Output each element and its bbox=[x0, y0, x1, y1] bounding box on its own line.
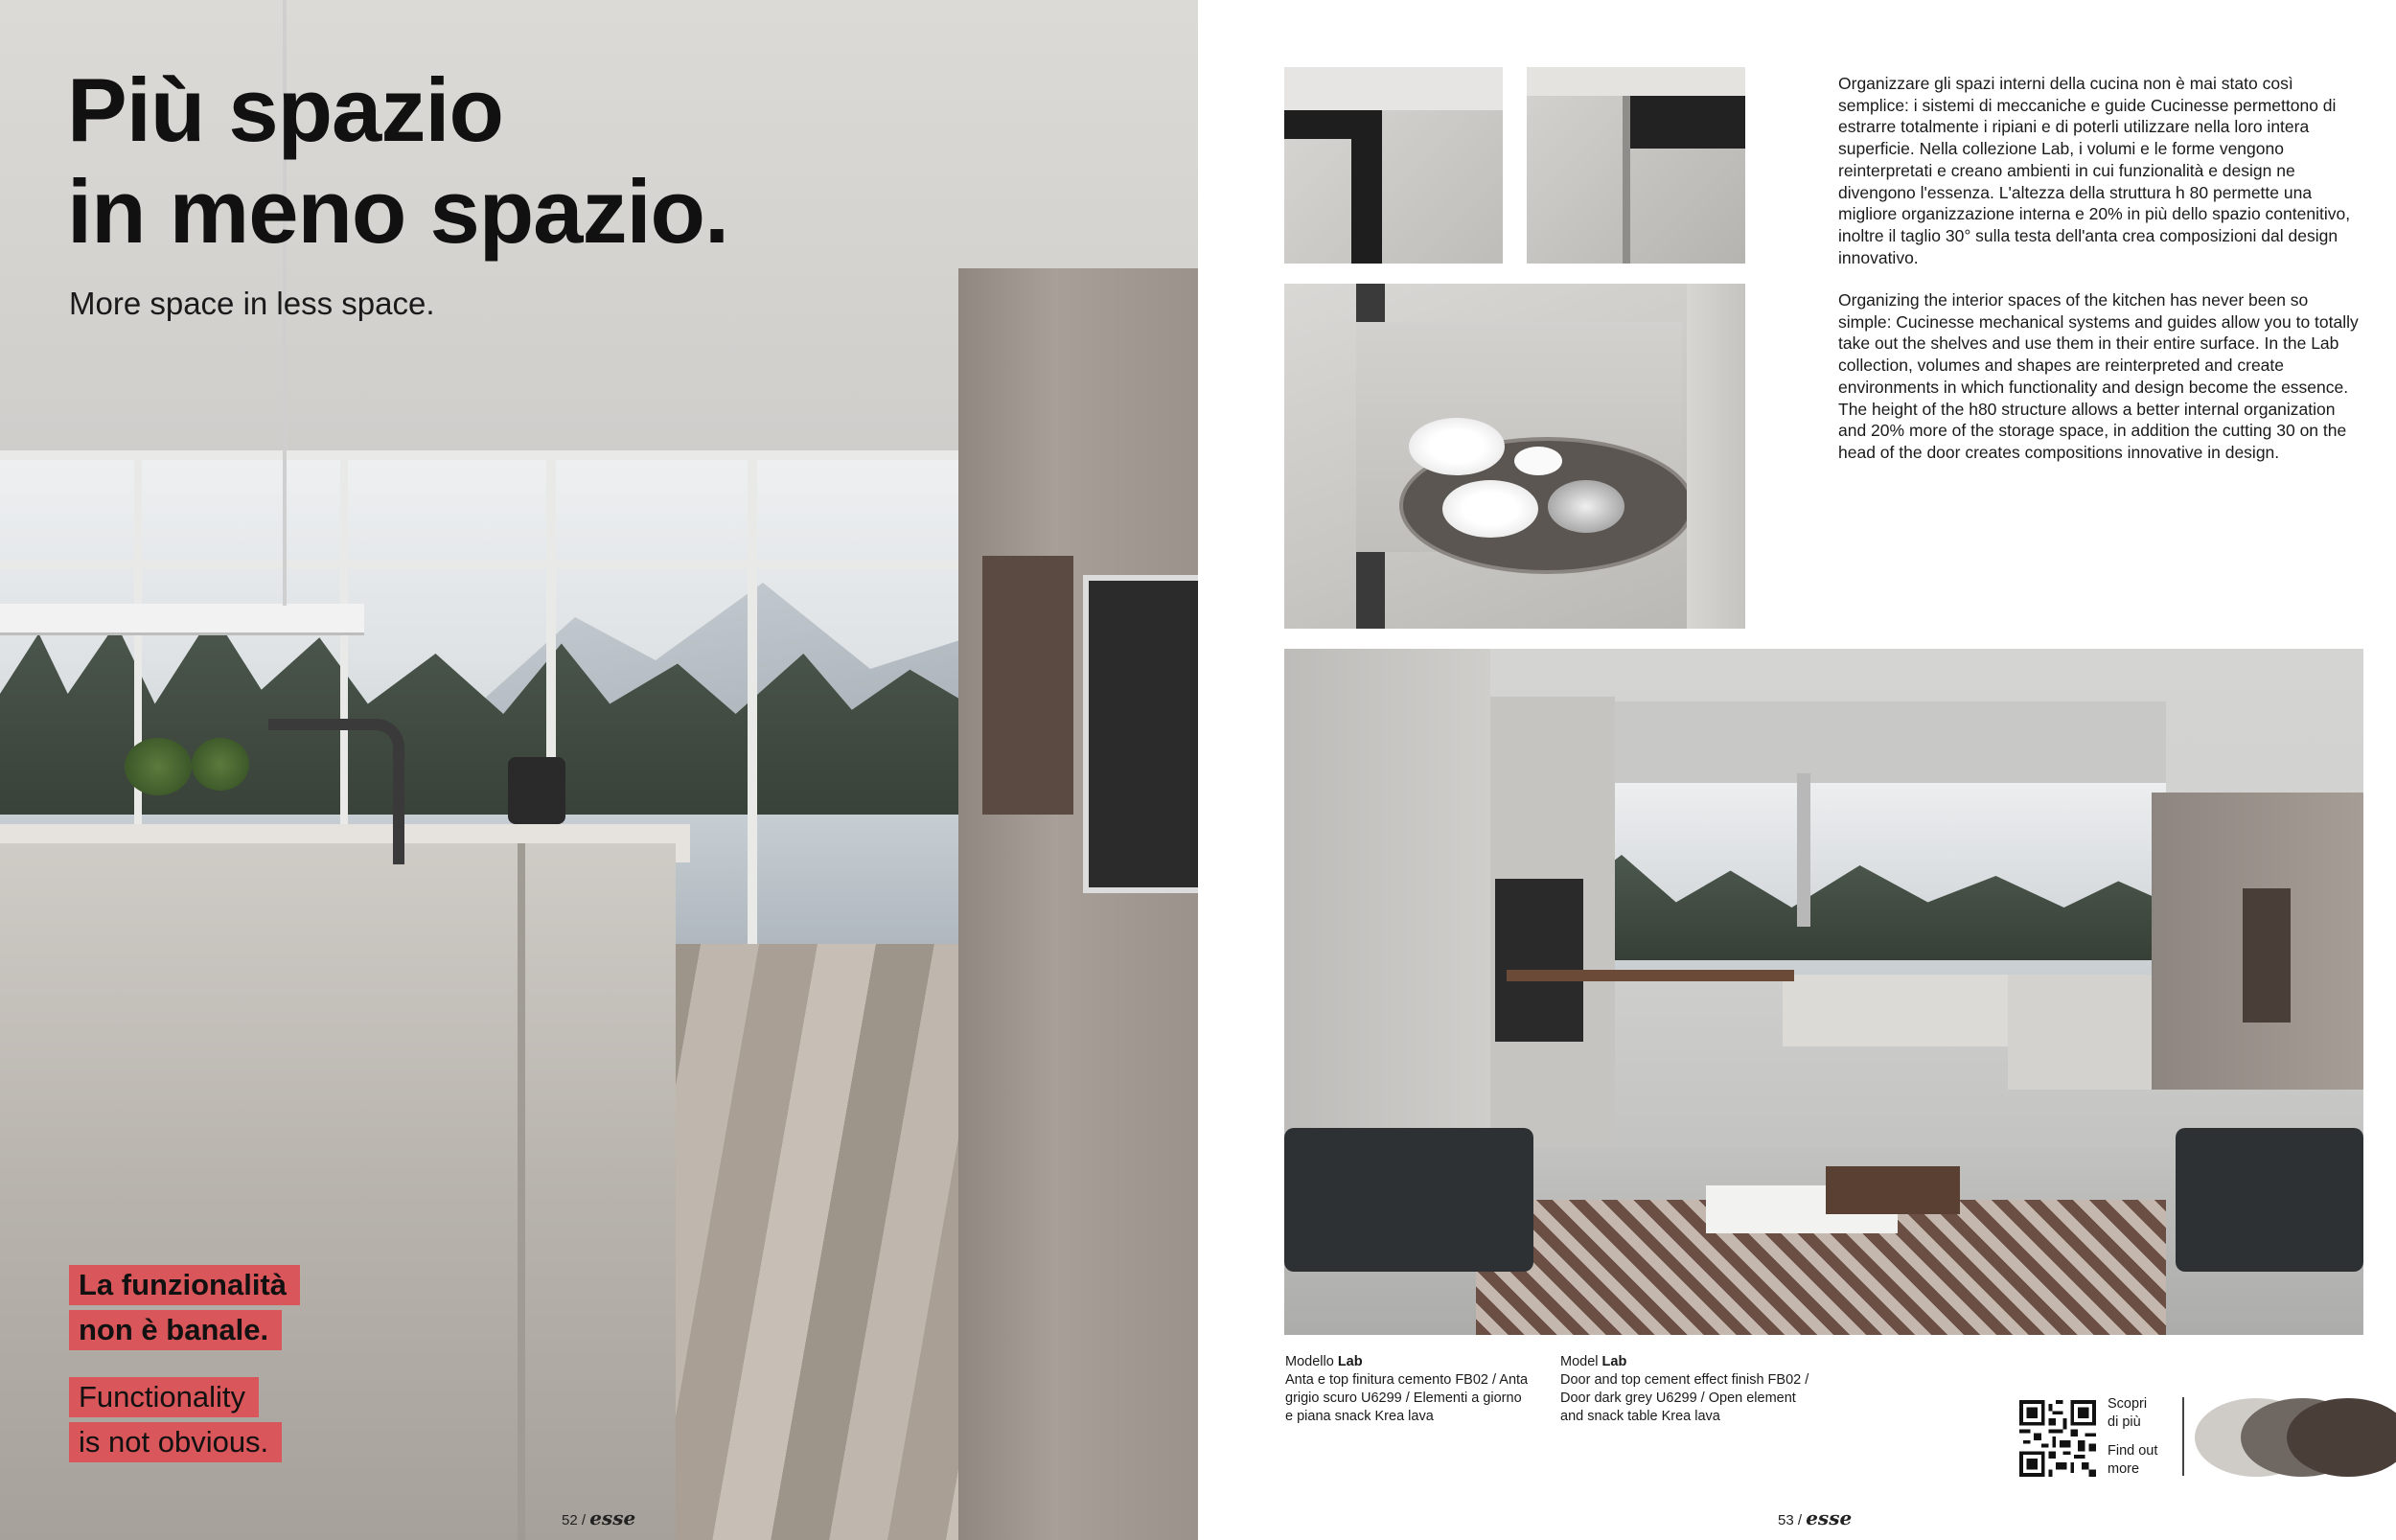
island-joint bbox=[518, 843, 525, 1540]
tag-it-line-1: La funzionalità bbox=[69, 1265, 300, 1305]
cooker-hood bbox=[1797, 773, 1810, 927]
detail-photo-corner bbox=[1527, 67, 1745, 264]
qr-code-graphic bbox=[2019, 1400, 2096, 1477]
headline-line-2: in meno spazio. bbox=[67, 161, 729, 262]
bowl bbox=[1514, 447, 1562, 475]
sofa bbox=[1284, 1128, 1533, 1272]
kitchen-peninsula bbox=[2008, 975, 2152, 1090]
qr-label-it-1: Scopri bbox=[2108, 1396, 2148, 1412]
caption-label: Modello bbox=[1285, 1354, 1338, 1369]
qr-label-it-2: di più bbox=[2108, 1414, 2141, 1430]
headline-line-1: Più spazio bbox=[67, 59, 503, 160]
open-niche bbox=[982, 556, 1073, 815]
caption-model: Lab bbox=[1601, 1354, 1627, 1369]
caption-italian bbox=[1285, 1353, 1530, 1426]
qr-code-icon[interactable] bbox=[2019, 1400, 2096, 1477]
tag-en-line-1: Functionality bbox=[69, 1377, 259, 1417]
plates bbox=[1409, 418, 1505, 475]
cooker-hood bbox=[0, 604, 364, 635]
body-text-italian: Organizzare gli spazi interni della cucina non è mai stato così semplice: i sistemi di meccaniche e guide Cucinesse permettono di estrarre totalmente i ripiani e di poterli utilizzare nella loro intera superficie. Nella collezione Lab, i volumi e le forme vengono reinterpretati e creano ambienti in cui funzionalità e design ne divengono l'essenza. L'altezza della struttura h 80 permette una migliore organizzazione interna e 20% in più dello spazio contenitivo, inoltre il taglio 30° sulla testa dell'anta crea composizioni dal design innovativo. bbox=[1838, 74, 2351, 267]
worktop-edge bbox=[1527, 67, 1745, 96]
coffee-table bbox=[1826, 1166, 1960, 1214]
handle-groove bbox=[1623, 96, 1745, 149]
open-niche bbox=[2243, 888, 2291, 1023]
faucet bbox=[268, 719, 404, 864]
plates bbox=[1442, 480, 1538, 538]
subtitle: More space in less space. bbox=[69, 286, 435, 321]
kitchen-living-photo bbox=[1284, 649, 2363, 1335]
worktop-edge bbox=[1284, 67, 1503, 110]
herb-plant bbox=[125, 738, 192, 795]
tall-cabinets bbox=[958, 268, 1198, 1540]
door-edge bbox=[1623, 96, 1630, 264]
body-text-english: Organizing the interior spaces of the kitchen has never been so simple: Cucinesse mechanical systems and guides allow you to totally take out the shelves and use them in their entire surface. In the Lab collection, volumes and shapes are reinterpreted and create environments in which functionality and design become the essence. The height of the h80 structure allows a better internal organization and 20% more of the storage space, in addition the cutting 30 on the head of the door creates compositions innovative in design. bbox=[1838, 290, 2359, 462]
divider bbox=[2182, 1397, 2184, 1476]
qr-link-it[interactable] bbox=[2108, 1395, 2147, 1432]
qr-link-en[interactable] bbox=[2108, 1442, 2157, 1479]
window-frame-top bbox=[0, 450, 968, 460]
tag-it-line-2: non è banale. bbox=[69, 1310, 282, 1350]
armchair bbox=[2176, 1128, 2363, 1272]
caption-label: Model bbox=[1560, 1354, 1602, 1369]
kitchen-island bbox=[1783, 975, 2041, 1046]
caption-text: Anta e top finitura cemento FB02 / Anta grigio scuro U6299 / Elementi a giorno e piana snack Krea lava bbox=[1285, 1372, 1529, 1424]
window-transom bbox=[0, 561, 968, 568]
page-number: 53 / bbox=[1778, 1512, 1803, 1529]
kettle bbox=[508, 757, 565, 824]
brand-logo: esse bbox=[1806, 1506, 1853, 1529]
detail-photo-handle bbox=[1284, 67, 1503, 264]
page-number-left bbox=[562, 1506, 635, 1529]
window-mullion bbox=[748, 450, 757, 949]
qr-label-en-2: more bbox=[2108, 1461, 2140, 1477]
qr-label-en-1: Find out bbox=[2108, 1443, 2158, 1459]
handle-groove bbox=[1284, 110, 1382, 139]
caption-text: Door and top cement effect finish FB02 / Door dark grey U6299 / Open element and snack table Krea lava bbox=[1560, 1372, 1809, 1424]
caption-model: Lab bbox=[1337, 1354, 1363, 1369]
cabinet-door bbox=[1687, 284, 1745, 629]
caption-english bbox=[1560, 1353, 1811, 1426]
tag-en-line-2: is not obvious. bbox=[69, 1422, 282, 1462]
built-in-oven bbox=[1083, 575, 1198, 893]
detail-photo-corner-basket bbox=[1284, 284, 1745, 629]
page-number-right bbox=[1778, 1506, 1852, 1529]
brand-logo: esse bbox=[589, 1506, 636, 1529]
steel-bowl bbox=[1548, 480, 1624, 533]
tv-unit bbox=[1495, 879, 1583, 1042]
herb-plant bbox=[192, 738, 249, 791]
page-number: 52 / bbox=[562, 1512, 587, 1529]
snack-table bbox=[1507, 970, 1794, 981]
headline bbox=[67, 59, 728, 263]
